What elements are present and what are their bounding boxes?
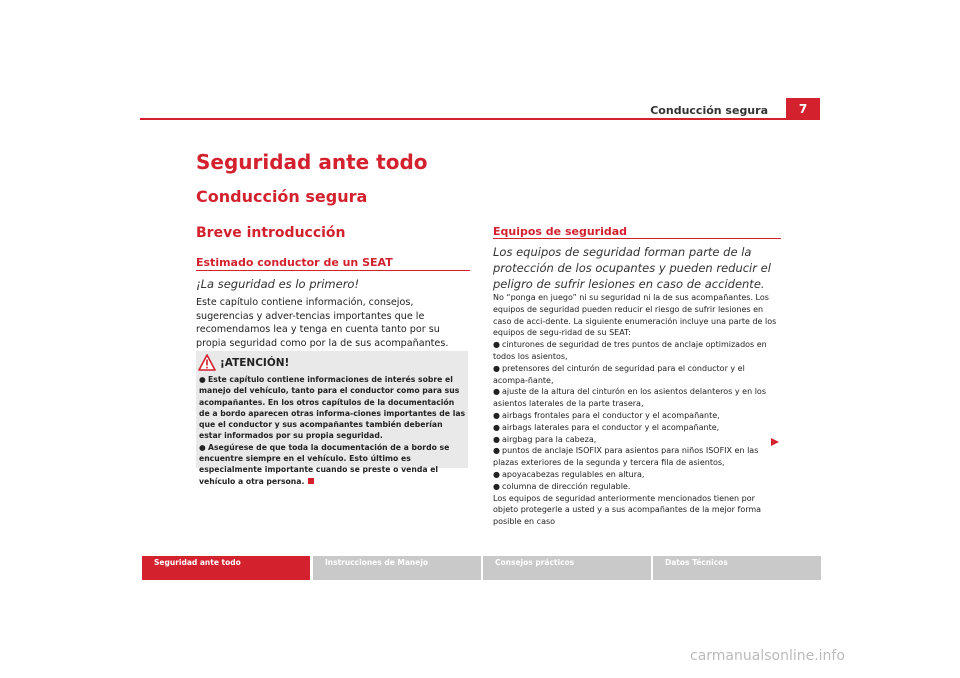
section-body-text	[493, 292, 781, 528]
section-title: Conducción segura	[196, 187, 368, 206]
list-item	[493, 445, 781, 469]
footer-tab-instrucciones[interactable]: Instrucciones de Manejo	[313, 556, 481, 580]
warning-item	[199, 442, 467, 487]
section-heading-driver: Estimado conductor de un SEAT	[196, 256, 393, 269]
list-item-text: airbags frontales para el conductor y el acompañante,	[502, 410, 720, 420]
list-item	[493, 339, 781, 363]
warning-triangle-icon	[198, 354, 216, 371]
bullet-icon: ●	[493, 469, 500, 479]
list-item-text: cinturones de seguridad de tres puntos de anclaje optimizados en todos los asientos,	[493, 340, 767, 361]
bullet-icon: ●	[493, 410, 500, 420]
footer-tab-datos[interactable]: Datos Técnicos	[653, 556, 821, 580]
list-item	[493, 410, 781, 422]
end-of-section-square-icon	[308, 478, 314, 484]
warning-body	[199, 374, 467, 487]
footer-tab-consejos[interactable]: Consejos prácticos	[483, 556, 651, 580]
warning-title: ¡ATENCIÓN!	[220, 357, 290, 369]
list-item-text: airgbag para la cabeza,	[502, 434, 597, 444]
section-rule	[493, 238, 781, 239]
bullet-icon: ●	[493, 481, 500, 491]
intro-paragraph: No “ponga en juego” ni su seguridad ni la de sus acompañantes. Los equipos de seguridad pueden reducir el riesgo de sufrir lesiones en caso de acci-dente. La siguiente enumeración incluye una parte de los equipos de segu-ridad de su SEAT:	[493, 293, 777, 338]
bullet-icon: ●	[493, 363, 500, 373]
list-item-text: pretensores del cinturón de seguridad para el conductor y el acompa-ñante,	[493, 363, 745, 385]
section-lead: ¡La seguridad es lo primero!	[196, 277, 360, 291]
subsection-title: Breve introducción	[196, 225, 346, 241]
chapter-title: Seguridad ante todo	[196, 150, 428, 174]
section-rule	[196, 270, 470, 271]
running-header-title: Conducción segura	[650, 104, 768, 117]
page-number: 7	[786, 98, 820, 120]
list-item-text: airbags laterales para el conductor y el acompañante,	[502, 422, 720, 432]
bullet-icon: ●	[493, 340, 500, 350]
closing-paragraph: Los equipos de seguridad anteriormente mencionados tienen por objeto protegerle a usted y a sus acompañantes de la mejor forma posible en caso	[493, 493, 762, 527]
continue-arrow-icon	[770, 437, 780, 447]
section-body-text: Este capítulo contiene información, consejos, sugerencias y adver-tencias importantes que le recomendamos lea y tenga en cuenta tanto por su propia seguridad como por la de sus acompañantes.	[196, 297, 449, 350]
bullet-icon: ●	[199, 375, 206, 384]
warning-item-text: Este capítulo contiene informaciones de interés sobre el manejo del vehículo, tanto para el conductor como para sus acompañantes. En los otros capítulos de la documentación de a bordo aparecen otras informa-ciones importantes de las que el conductor y sus acompañantes también deberían estar informados por su propia seguridad.	[199, 375, 466, 441]
section-heading-equipment: Equipos de seguridad	[493, 225, 628, 238]
list-item	[493, 481, 781, 493]
warning-item	[199, 374, 467, 442]
bullet-icon: ●	[199, 442, 206, 452]
list-item	[493, 469, 781, 481]
watermark: carmanualsonline.info	[690, 648, 845, 664]
warning-item-text: Asegúrese de que toda la documentación de a bordo se encuentre siempre en el vehículo. Esto último es especialmente importante cuando se preste o venda el vehículo a otra persona.	[199, 442, 450, 486]
bullet-icon: ●	[493, 422, 500, 432]
list-item	[493, 422, 781, 434]
list-item	[493, 386, 781, 410]
list-item-text: puntos de anclaje ISOFIX para asientos para niños ISOFIX en las plazas exteriores de la segunda y tercera fila de asientos,	[493, 446, 759, 468]
footer-tab-seguridad[interactable]: Seguridad ante todo	[142, 556, 310, 580]
header-rule	[140, 118, 820, 120]
bullet-icon: ●	[493, 387, 500, 397]
list-item-text: apoyacabezas regulables en altura,	[502, 469, 645, 479]
list-item-text: columna de dirección regulable.	[502, 481, 631, 491]
bullet-icon: ●	[493, 434, 500, 444]
list-item	[493, 434, 781, 446]
section-lead: Los equipos de seguridad forman parte de la protección de los ocupantes y pueden reducir el peligro de sufrir lesiones en caso de accidente.	[493, 245, 771, 291]
list-item	[493, 363, 781, 387]
bullet-icon: ●	[493, 446, 500, 456]
list-item-text: ajuste de la altura del cinturón en los asientos delanteros y en los asientos laterales de la parte trasera,	[493, 387, 766, 409]
